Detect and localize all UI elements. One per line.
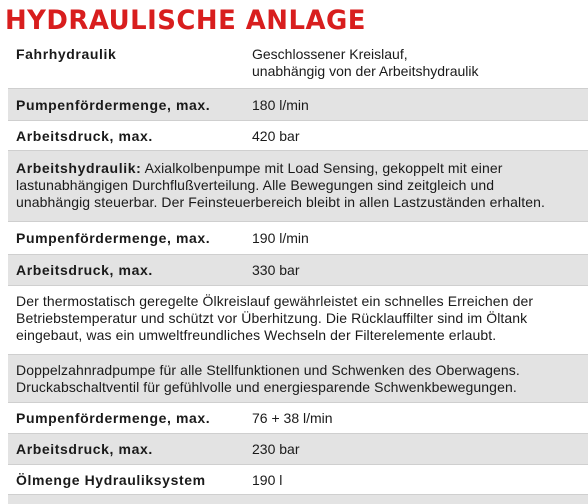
row-divider bbox=[8, 494, 588, 495]
row-label: Arbeitsdruck, max. bbox=[16, 441, 153, 457]
row-value-line-1: Geschlossener Kreislauf, bbox=[252, 46, 408, 62]
row-divider bbox=[8, 354, 588, 355]
row-label: Pumpenfördermenge, max. bbox=[16, 410, 211, 426]
row-divider bbox=[8, 433, 588, 434]
row-label: Pumpenfördermenge, max. bbox=[16, 230, 211, 246]
row-divider bbox=[8, 285, 588, 286]
row-value: 76 + 38 l/min bbox=[252, 410, 333, 426]
row-label: Pumpenfördermenge, max. bbox=[16, 97, 211, 113]
table-row-pumpenfoerdermenge bbox=[8, 403, 588, 433]
row-value: 230 bar bbox=[252, 441, 300, 457]
table-row-pumpenfoerdermenge bbox=[8, 222, 588, 254]
table-row-fahrhydraulik bbox=[8, 40, 588, 88]
row-value: 190 l/min bbox=[252, 230, 309, 246]
paragraph-line-1 bbox=[16, 160, 578, 177]
row-label: Ölmenge Hydrauliksystem bbox=[16, 472, 206, 488]
page-title: HYDRAULISCHE ANLAGE bbox=[5, 5, 366, 36]
row-divider bbox=[8, 464, 588, 465]
paragraph-line-1: Der thermostatisch geregelte Ölkreislauf gewährleistet ein schnelles Erreichen der bbox=[16, 293, 534, 309]
row-label: Arbeitsdruck, max. bbox=[16, 128, 153, 144]
paragraph-line-1: Doppelzahnradpumpe für alle Stellfunktionen und Schwenken des Oberwagens. bbox=[16, 362, 520, 378]
table-row-arbeitsdruck bbox=[8, 121, 588, 150]
row-value: 180 l/min bbox=[252, 97, 309, 113]
table-footer-strip bbox=[8, 495, 588, 504]
row-divider bbox=[8, 120, 588, 121]
paragraph-arbeitshydraulik bbox=[8, 151, 588, 221]
table-row-arbeitsdruck bbox=[8, 255, 588, 285]
row-divider bbox=[8, 221, 588, 222]
row-value-line-2: unabhängig von der Arbeitshydraulik bbox=[252, 63, 479, 79]
row-divider bbox=[8, 402, 588, 403]
paragraph-label: Arbeitshydraulik: bbox=[16, 160, 142, 176]
paragraph-line-3: unabhängig steuerbar. Der Feinsteuerbereich bleibt in allen Lastzuständen erhalten. bbox=[16, 194, 545, 210]
paragraph-oelkreislauf bbox=[8, 286, 588, 354]
row-value: 420 bar bbox=[252, 128, 300, 144]
paragraph-line-2: lastunabhängigen Durchflußverteilung. Alle Bewegungen sind zeitgleich und bbox=[16, 177, 495, 193]
table-row-arbeitsdruck bbox=[8, 434, 588, 464]
paragraph-text: Axialkolbenpumpe mit Load Sensing, gekoppelt mit einer bbox=[144, 160, 503, 176]
row-label: Arbeitsdruck, max. bbox=[16, 262, 153, 278]
paragraph-doppelzahnradpumpe bbox=[8, 355, 588, 402]
paragraph-line-2: Druckabschaltventil für gefühlvolle und energiesparende Schwenkbewegungen. bbox=[16, 379, 517, 395]
row-value: 330 bar bbox=[252, 262, 300, 278]
row-divider bbox=[8, 88, 588, 89]
paragraph-line-2: Betriebstemperatur und schützt vor Überhitzung. Die Rücklauffilter sind im Öltank bbox=[16, 310, 528, 326]
row-label: Fahrhydraulik bbox=[16, 46, 117, 62]
row-divider bbox=[8, 150, 588, 151]
table-row-pumpenfoerdermenge bbox=[8, 89, 588, 120]
row-value: 190 l bbox=[252, 472, 283, 488]
row-divider bbox=[8, 254, 588, 255]
table-row-oelmenge bbox=[8, 465, 588, 494]
paragraph-line-3: eingebaut, was ein umweltfreundliches Wechseln der Filterelemente erlaubt. bbox=[16, 327, 497, 343]
